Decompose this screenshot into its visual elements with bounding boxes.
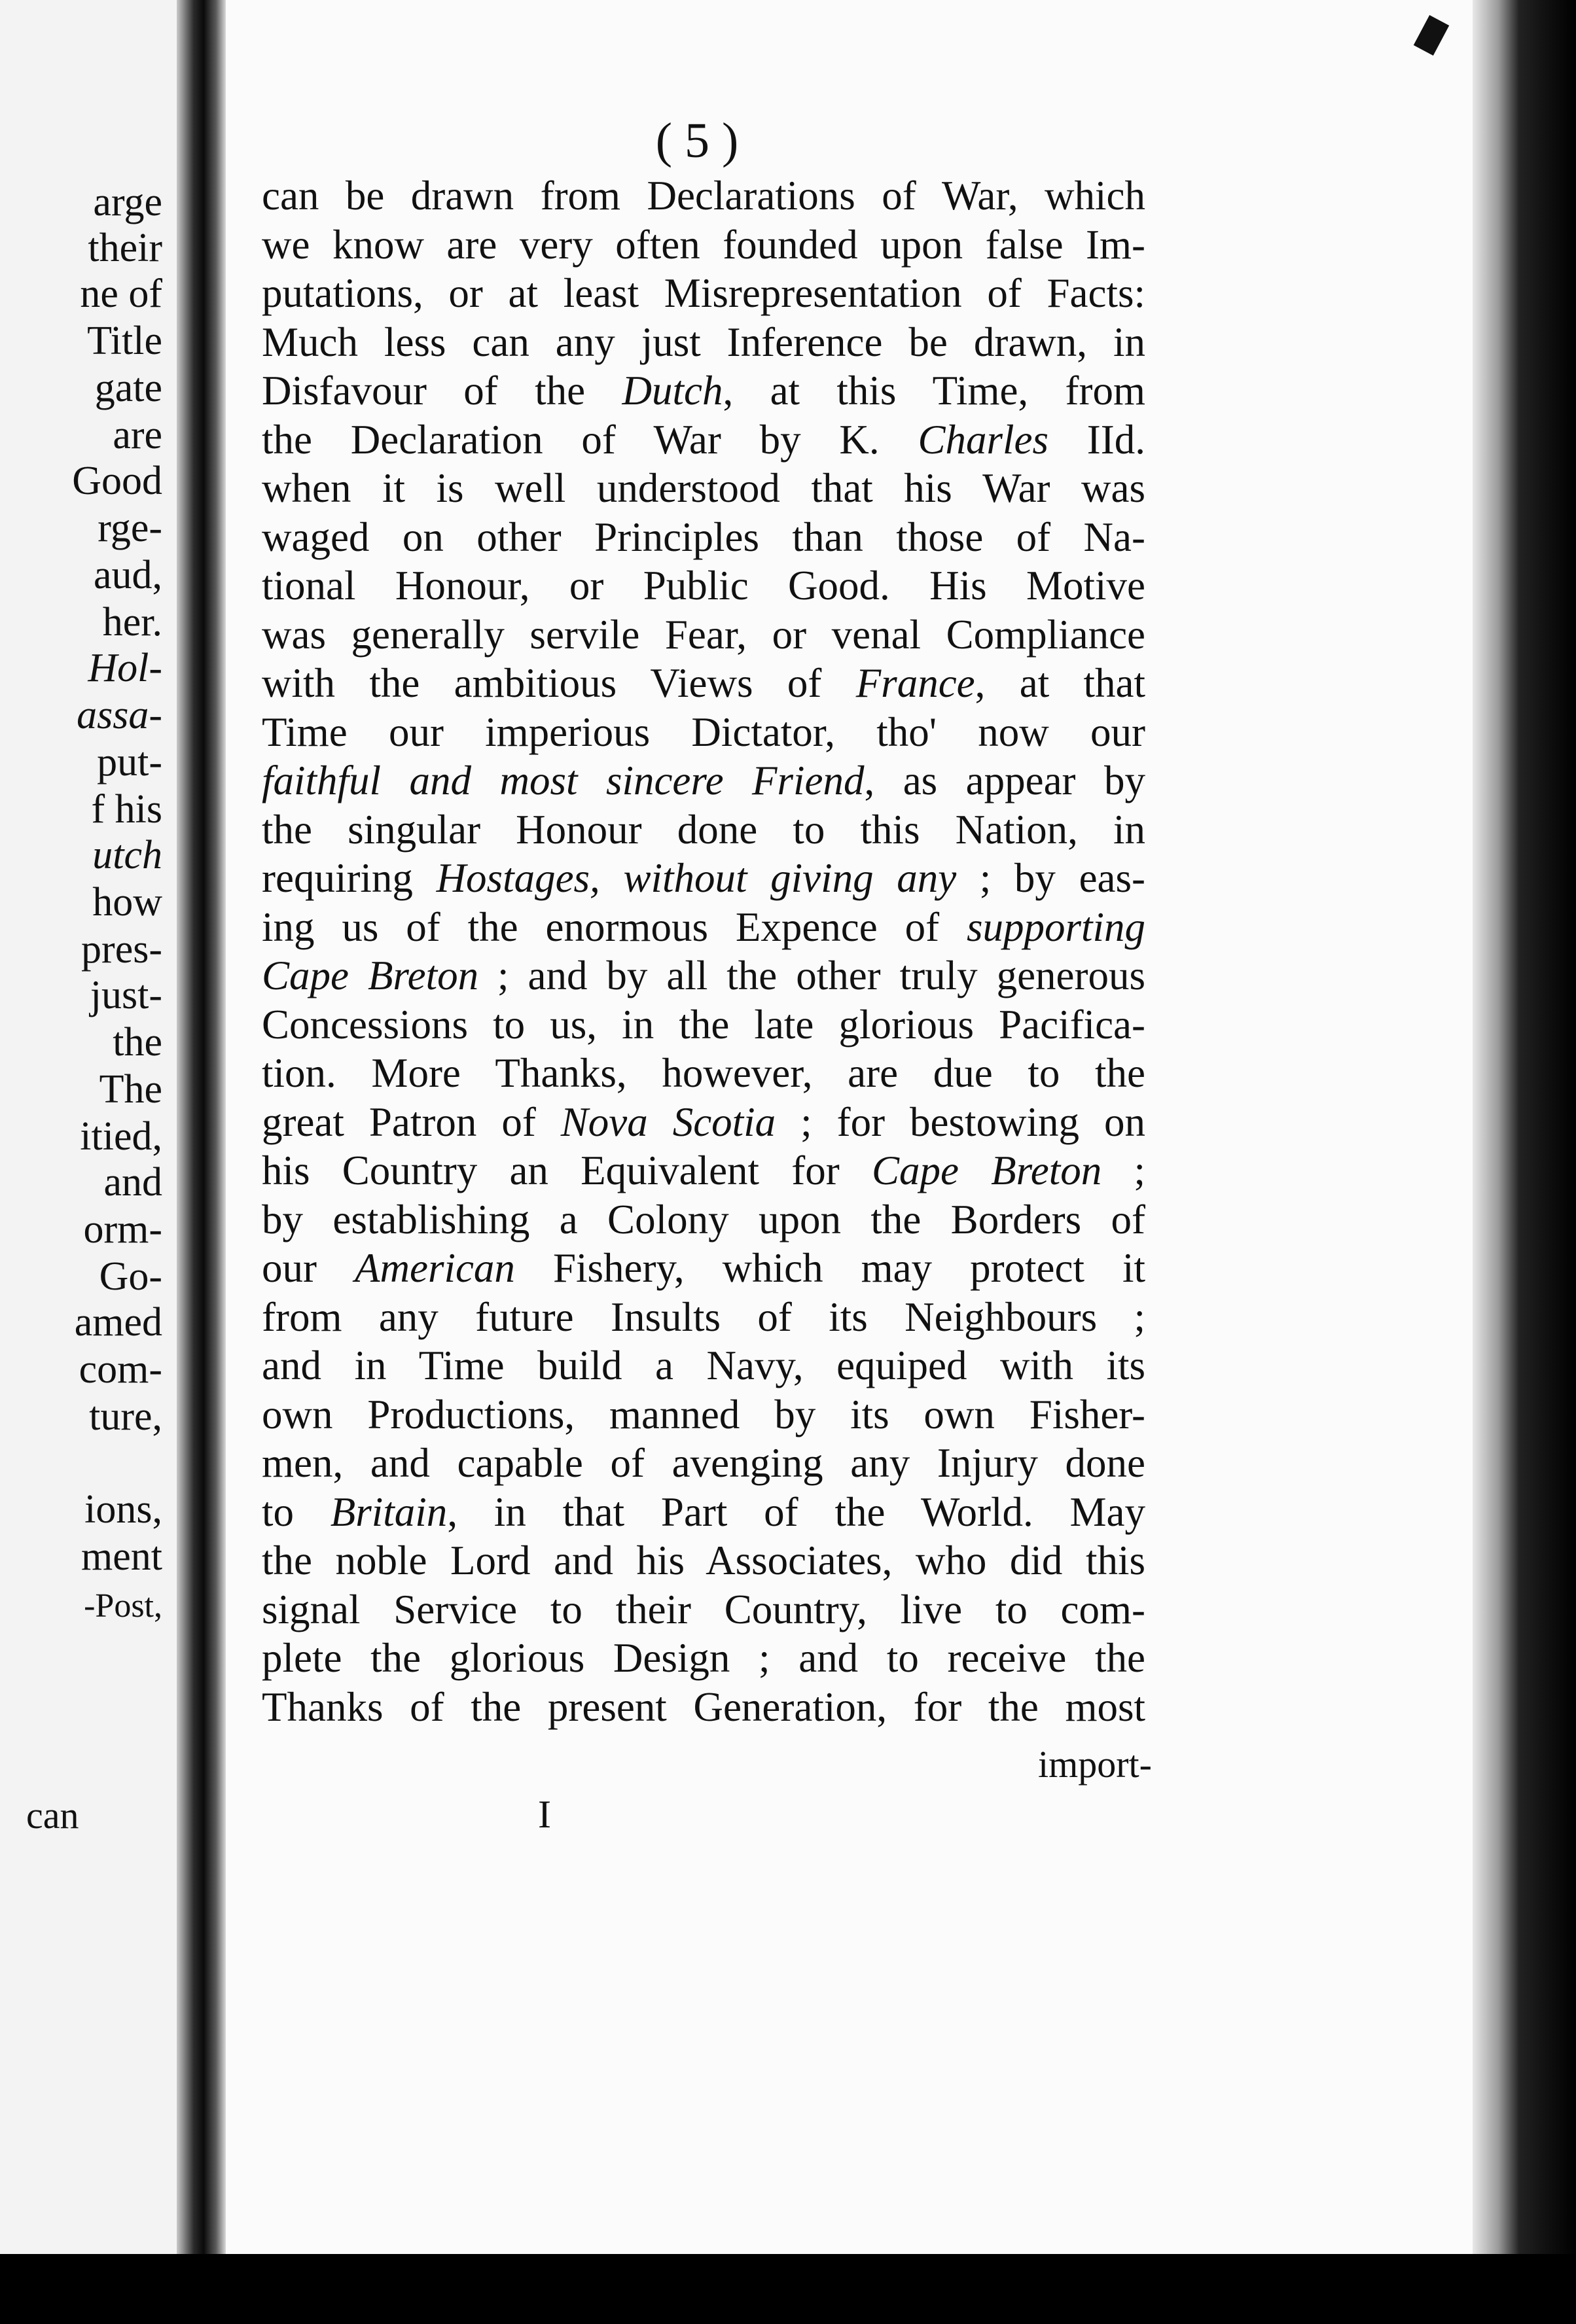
- text-run: waged on other Principles than those of Na-: [262, 514, 1145, 560]
- text-line: [262, 1293, 1145, 1342]
- text-line: [262, 951, 1145, 1000]
- text-run: Fishery, which may protect it: [514, 1245, 1145, 1291]
- text-run: by establishing a Colony upon the Borders of: [262, 1196, 1145, 1242]
- text-run: , as appear by: [864, 758, 1145, 803]
- left-page-fragment: ment: [81, 1534, 162, 1579]
- italic-text: Charles: [918, 416, 1048, 463]
- text-line: [262, 1439, 1145, 1488]
- text-line: [262, 1683, 1145, 1732]
- left-page-catchword: can: [26, 1794, 79, 1837]
- text-line: [262, 1634, 1145, 1683]
- text-run: , at this Time, from: [723, 368, 1145, 414]
- text-line: [262, 659, 1145, 708]
- previous-page-fragment: [0, 0, 177, 2254]
- text-line: [262, 561, 1145, 610]
- left-page-fragment: utch: [92, 833, 162, 877]
- italic-text: Britain: [330, 1488, 448, 1535]
- text-line: [262, 220, 1145, 270]
- italic-text: France: [855, 660, 975, 706]
- text-run: the Declaration of War by K.: [262, 416, 918, 463]
- left-page-fragment: assa-: [77, 693, 162, 737]
- left-page-fragment: -Post,: [84, 1587, 162, 1625]
- text-run: , at that: [975, 660, 1146, 706]
- text-run: ;: [1101, 1148, 1145, 1193]
- left-page-fragment: rge-: [98, 506, 162, 550]
- left-page-fragment: are: [113, 413, 162, 457]
- text-run: great Patron of: [262, 1099, 561, 1145]
- text-run: ing us of the enormous Expence of: [262, 904, 967, 950]
- text-line: [262, 1488, 1145, 1537]
- body-text: [262, 171, 1145, 1731]
- left-page-fragment: how: [92, 880, 162, 924]
- text-run: the singular Honour done to this Nation, in: [262, 806, 1145, 853]
- left-page-fragment: The: [99, 1067, 162, 1112]
- text-run: when it is well understood that his War was: [262, 465, 1145, 511]
- left-page-fragment: gate: [94, 366, 162, 410]
- italic-text: Cape Breton: [871, 1148, 1102, 1193]
- text-run: we know are very often founded upon false Im-: [262, 221, 1145, 268]
- text-line: [262, 513, 1145, 562]
- text-run: and in Time build a Navy, equiped with its: [262, 1343, 1145, 1388]
- text-run: with the ambitious Views of: [262, 660, 856, 706]
- text-run: men, and capable of avenging any Injury done: [262, 1440, 1145, 1486]
- scan-border: [0, 2254, 1576, 2324]
- left-page-fragment: her.: [102, 600, 162, 644]
- text-run: requiring: [262, 855, 437, 901]
- italic-text: American: [355, 1245, 515, 1291]
- left-page-fragment: amed: [74, 1300, 162, 1345]
- left-page-fragment: arge: [93, 180, 162, 224]
- left-page-fragment: Go-: [99, 1254, 162, 1299]
- left-page-fragment: ions,: [84, 1487, 162, 1532]
- text-line: [262, 1536, 1145, 1585]
- text-run: tion. More Thanks, however, are due to the: [262, 1050, 1145, 1096]
- text-line: [262, 1098, 1145, 1147]
- text-run: the noble Lord and his Associates, who did this: [262, 1538, 1145, 1583]
- text-line: [262, 1146, 1145, 1195]
- italic-text: faithful and most sincere Friend: [262, 758, 865, 803]
- text-line: [262, 1585, 1145, 1634]
- text-run: Concessions to us, in the late glorious Pacifica-: [262, 1001, 1145, 1048]
- left-page-fragment: f his: [91, 787, 162, 832]
- text-line: [262, 854, 1145, 903]
- left-page-fragment: and: [103, 1160, 162, 1205]
- left-page-fragment: Hol-: [88, 646, 162, 690]
- text-line: [262, 1000, 1145, 1049]
- book-gutter: [177, 0, 226, 2254]
- text-run: own Productions, manned by its own Fisher-: [262, 1391, 1145, 1437]
- page-number: ( 5 ): [655, 113, 739, 168]
- text-run: ; for bestowing on: [776, 1099, 1145, 1145]
- left-page-fragment: put-: [97, 740, 162, 784]
- left-page-fragment: itied,: [80, 1114, 162, 1159]
- text-line: [262, 1049, 1145, 1098]
- text-run: tional Honour, or Public Good. His Motive: [262, 563, 1145, 608]
- italic-text: Hostages, without giving any: [436, 855, 957, 901]
- italic-text: Cape Breton: [262, 953, 479, 998]
- left-page-fragment: ture,: [89, 1394, 162, 1439]
- text-line: [262, 1195, 1145, 1244]
- italic-text: supporting: [966, 904, 1145, 950]
- text-run: his Country an Equivalent for: [262, 1148, 872, 1193]
- text-run: ; and by all the other truly generous: [478, 953, 1145, 998]
- text-line: [262, 1390, 1145, 1439]
- text-run: can be drawn from Declarations of War, which: [262, 173, 1145, 219]
- text-run: IId.: [1048, 416, 1145, 463]
- text-line: [262, 903, 1145, 952]
- text-run: Thanks of the present Generation, for the most: [262, 1683, 1145, 1730]
- text-line: [262, 805, 1145, 854]
- left-page-fragment: ne of: [80, 272, 162, 316]
- text-line: [262, 610, 1145, 660]
- text-run: plete the glorious Design ; and to receive the: [262, 1635, 1145, 1681]
- text-run: , in that Part of the World. May: [447, 1488, 1145, 1535]
- left-page-fragment: com-: [79, 1347, 162, 1392]
- catchword: import-: [1038, 1743, 1152, 1786]
- text-run: Time our imperious Dictator, tho' now our: [262, 709, 1145, 755]
- left-page-fragment: Title: [87, 319, 162, 363]
- text-run: to: [262, 1488, 331, 1535]
- text-line: [262, 464, 1145, 513]
- italic-text: Nova Scotia: [560, 1099, 776, 1145]
- text-line: [262, 171, 1145, 220]
- text-run: ; by eas-: [956, 855, 1145, 901]
- text-run: our: [262, 1245, 355, 1291]
- italic-text: Dutch: [622, 368, 723, 414]
- text-line: [262, 708, 1145, 757]
- left-page-fragment: the: [113, 1020, 162, 1065]
- signature-mark: I: [538, 1793, 551, 1836]
- text-line: [262, 415, 1145, 465]
- text-run: putations, or at least Misrepresentation of Facts:: [262, 270, 1145, 316]
- text-line: [262, 756, 1145, 805]
- text-line: [262, 269, 1145, 318]
- text-line: [262, 366, 1145, 415]
- text-line: [262, 1244, 1145, 1293]
- left-page-fragment: their: [88, 226, 162, 270]
- page-right-edge: [1473, 0, 1576, 2254]
- text-line: [262, 1341, 1145, 1390]
- left-page-fragment: just-: [90, 973, 162, 1017]
- left-page-fragment: aud,: [93, 553, 162, 597]
- text-run: from any future Insults of its Neighbours ;: [262, 1294, 1145, 1340]
- text-run: Much less can any just Inference be drawn, in: [262, 319, 1145, 365]
- text-line: [262, 318, 1145, 367]
- text-run: was generally servile Fear, or venal Compliance: [262, 611, 1145, 658]
- text-run: signal Service to their Country, live to com-: [262, 1586, 1145, 1632]
- left-page-fragment: pres-: [81, 927, 162, 972]
- left-page-fragment: Good: [72, 459, 162, 503]
- left-page-fragment: orm-: [83, 1207, 162, 1252]
- text-run: Disfavour of the: [262, 368, 622, 414]
